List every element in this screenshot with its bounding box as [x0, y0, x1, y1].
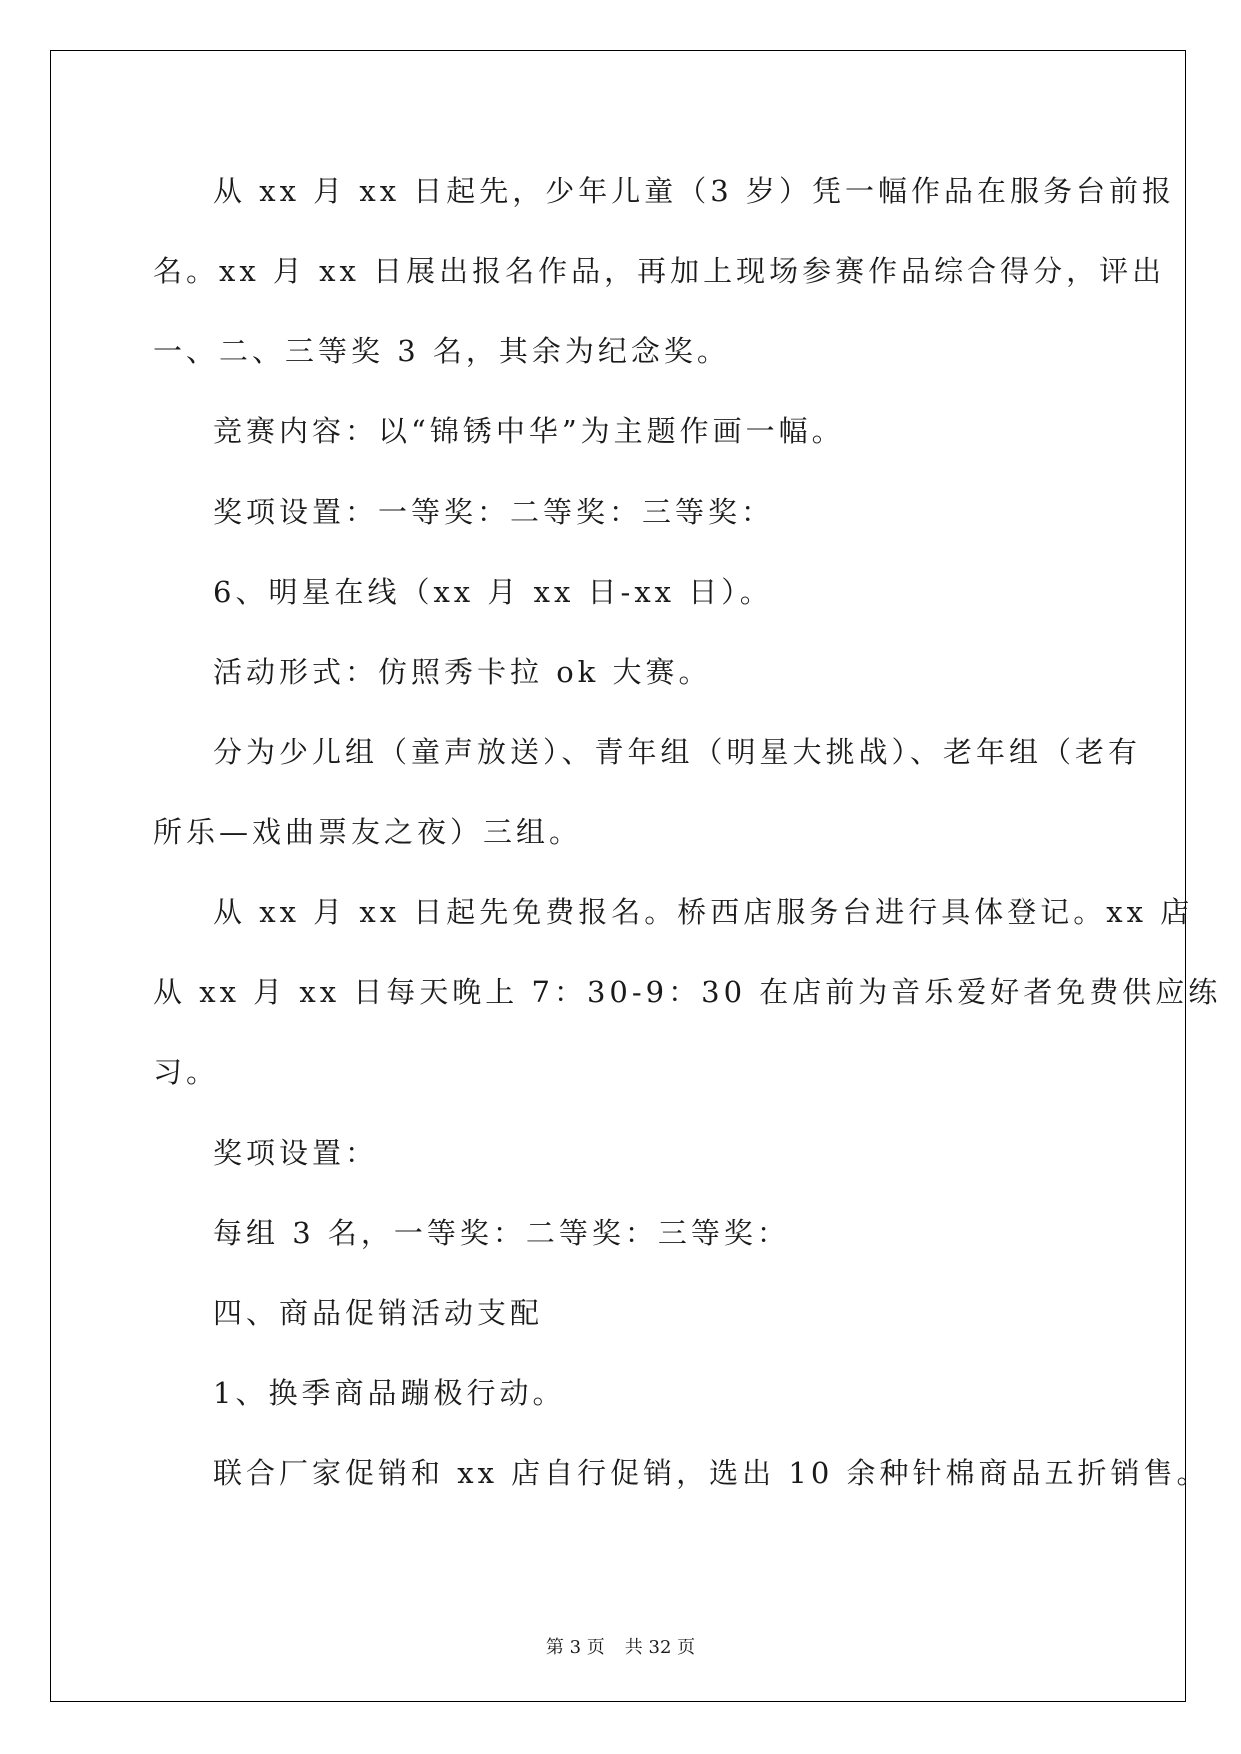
section-heading: 6、明星在线（xx 月 xx 日-xx 日）。 [213, 575, 773, 609]
paragraph-line: 竞赛内容：以“锦锈中华”为主题作画一幅。 [213, 414, 845, 448]
page-footer [0, 1633, 1241, 1659]
paragraph-line: 联合厂家促销和 xx 店自行促销，选出 10 余种针棉商品五折销售。 [213, 1456, 1210, 1490]
page-total: 共 32 页 [624, 1637, 696, 1658]
paragraph-line: 从 xx 月 xx 日起先，少年儿童（3 岁）凭一幅作品在服务台前报 [213, 174, 1175, 208]
section-heading: 四、商品促销活动支配 [213, 1296, 544, 1330]
paragraph-line: 从 xx 月 xx 日起先免费报名。桥西店服务台进行具体登记。xx 店 [213, 895, 1194, 929]
paragraph-line: 从 xx 月 xx 日每天晚上 7：30-9：30 在店前为音乐爱好者免费供应练 [153, 975, 1222, 1009]
paragraph-line: 分为少儿组（童声放送）、青年组（明星大挑战）、老年组（老有 [213, 735, 1142, 769]
paragraph-line: 习。 [153, 1055, 220, 1089]
paragraph-line: 活动形式：仿照秀卡拉 ok 大赛。 [213, 655, 712, 689]
paragraph-line: 一、二、三等奖 3 名，其余为纪念奖。 [153, 334, 730, 368]
page-number: 第 3 页 [545, 1637, 605, 1658]
paragraph-line: 奖项设置：一等奖：二等奖：三等奖： [213, 495, 775, 529]
paragraph-line: 奖项设置： [213, 1136, 379, 1170]
section-heading: 1、换季商品蹦极行动。 [213, 1376, 566, 1410]
paragraph-line: 每组 3 名，一等奖：二等奖：三等奖： [213, 1216, 790, 1250]
paragraph-line: 所乐—戏曲票友之夜）三组。 [153, 815, 583, 849]
paragraph-line: 名。xx 月 xx 日展出报名作品，再加上现场参赛作品综合得分，评出 [153, 254, 1166, 288]
